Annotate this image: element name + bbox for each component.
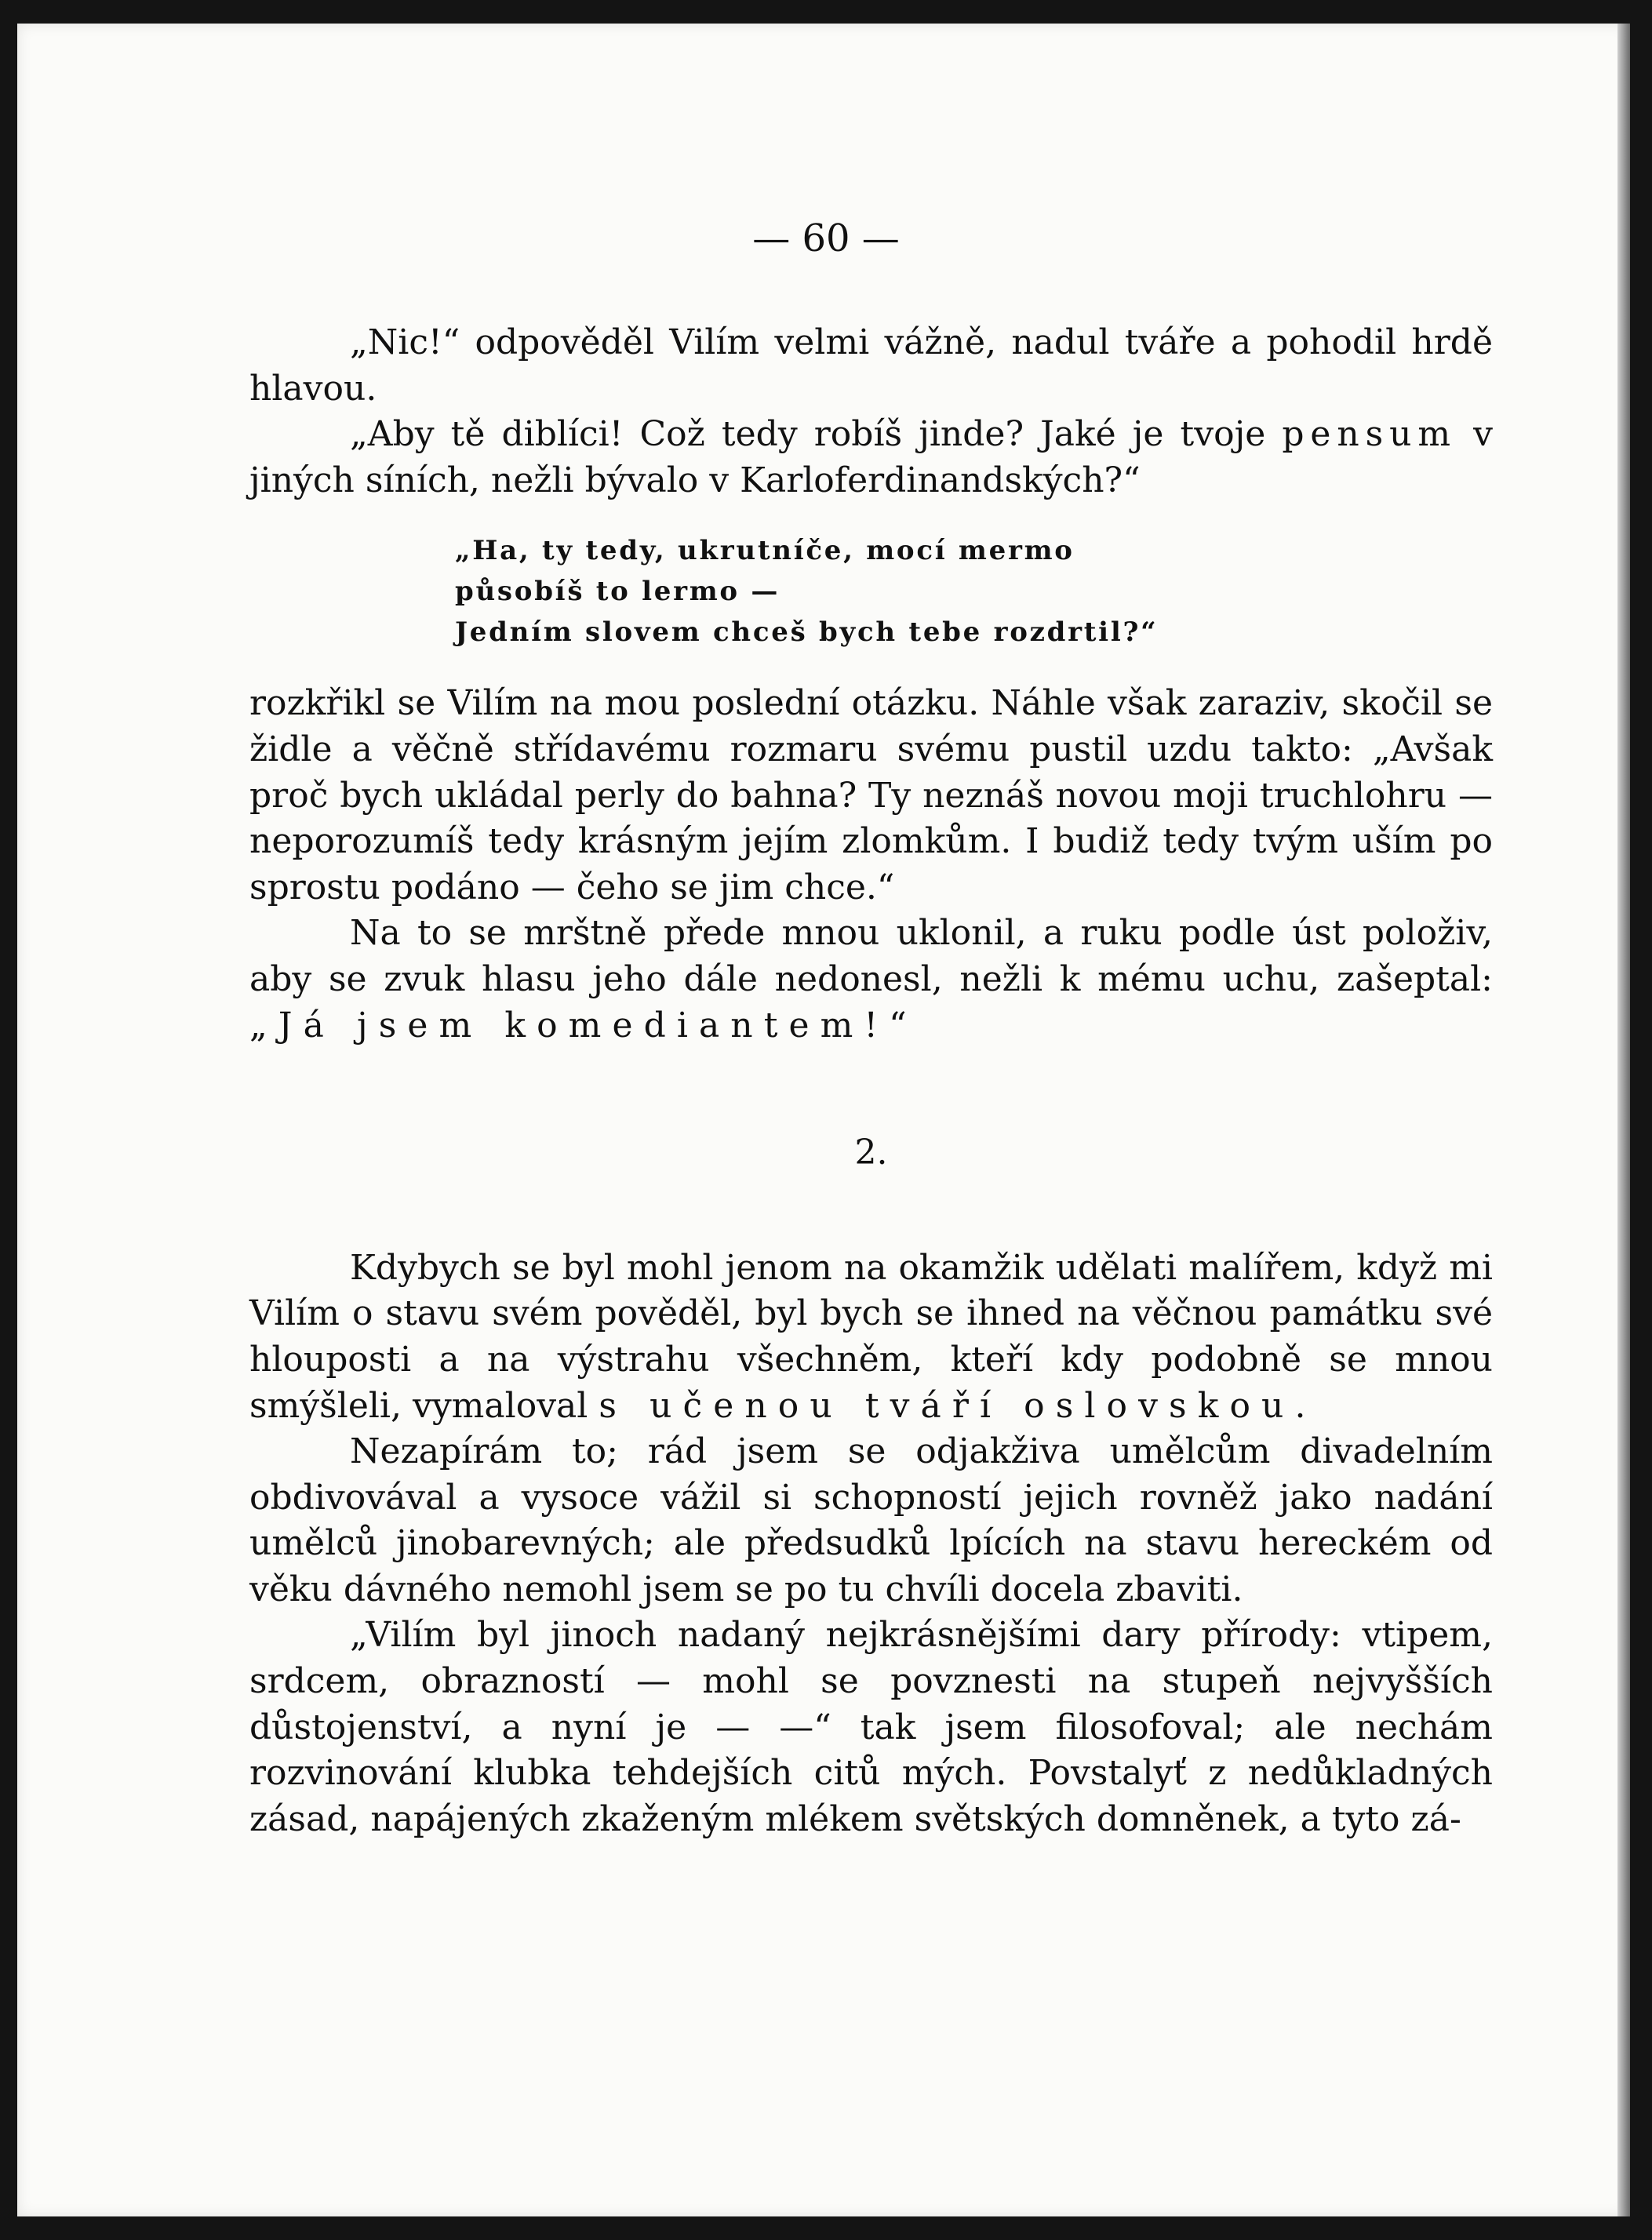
- dialogue-line-aby-start: „Aby tě diblíci! Což tedy robíš jinde? Jaké je tvoje: [350, 414, 1283, 455]
- section-paragraph-3: „Vilím byl jinoch nadaný nejkrásnějšími dary přírody: vtipem, srdcem, obrazností — mohl se povznesti na stupeň nejvyšších důstojenství, a nyní je — —“ tak jsem filosofoval; ale nechám rozvinování klubka tehdejších citů mých. Povstalyť z nedůkladných zásad, napájených zkaženým mlékem světských domněnek, a tyto zá-: [249, 1615, 1493, 1839]
- section-paragraph-2: Nezapírám to; rád jsem se odjakživa umělcům divadelním obdivovával a vysoce vážil si schopností jejich rovněž jako nadání umělců jinobarevných; ale předsudků lpících na stavu hereckém od věku dávného nemohl jsem se po tu chvíli docela zbaviti.: [249, 1431, 1493, 1609]
- verse-quote: [455, 530, 1493, 653]
- dialogue-line-aby-end: v jiných síních, nežli bývalo v Karloferdinandských?“: [249, 414, 1494, 500]
- dialogue-line-aby: [249, 412, 1493, 504]
- section-number: 2.: [854, 1133, 888, 1173]
- page-number: — 60 —: [752, 216, 900, 260]
- emphasized-ucenou-tvari: s učenou tváří oslovskou.: [599, 1385, 1317, 1426]
- verse-line: „Ha, ty tedy, ukrutníče, mocí mermo: [455, 535, 1075, 567]
- verse-line: působíš to lermo —: [455, 576, 781, 608]
- section-paragraph-1: [249, 1245, 1493, 1429]
- emphasized-pensum: pensum: [1282, 414, 1457, 455]
- section-paragraph-1-start: Kdybych se byl mohl jenom na okamžik udělati malířem, když mi Vilím o stavu svém pověděl, byl bych se ihned na věčnou památku své hlouposti a na výstrahu všechněm, kteří kdy podobně se mnou smýšleli, vymaloval: [249, 1247, 1493, 1426]
- narrative-paragraph-whisper: [249, 911, 1493, 1049]
- emphasized-komediantem: „Já jsem komediantem!“: [249, 1005, 918, 1045]
- dialogue-line-nic: „Nic!“ odpověděl Vilím velmi vážně, nadul tváře a pohodil hrdě hlavou.: [249, 322, 1493, 409]
- narrative-whisper-start: Na to se mrštně přede mnou uklonil, a ruku podle úst položiv, aby se zvuk hlasu jeho dále nedonesl, nežli k mému uchu, zašeptal:: [249, 913, 1493, 999]
- narrative-paragraph: rozkřikl se Vilím na mou poslední otázku. Náhle však zaraziv, skočil se židle a věčně střídavému rozmaru svému pustil uzdu takto: „Avšak proč bych ukládal perly do bahna? Ty neznáš novou moji truchlohru — neporozumíš tedy krásným jejím zlomkům. I budiž tedy tvým uším po sprostu podáno — čeho se jim chce.“: [249, 683, 1493, 907]
- page-body: [249, 320, 1493, 1842]
- page-edge-shadow: [1617, 24, 1630, 2216]
- verse-line: Jedním slovem chceš bych tebe rozdrtil?“: [455, 616, 1159, 649]
